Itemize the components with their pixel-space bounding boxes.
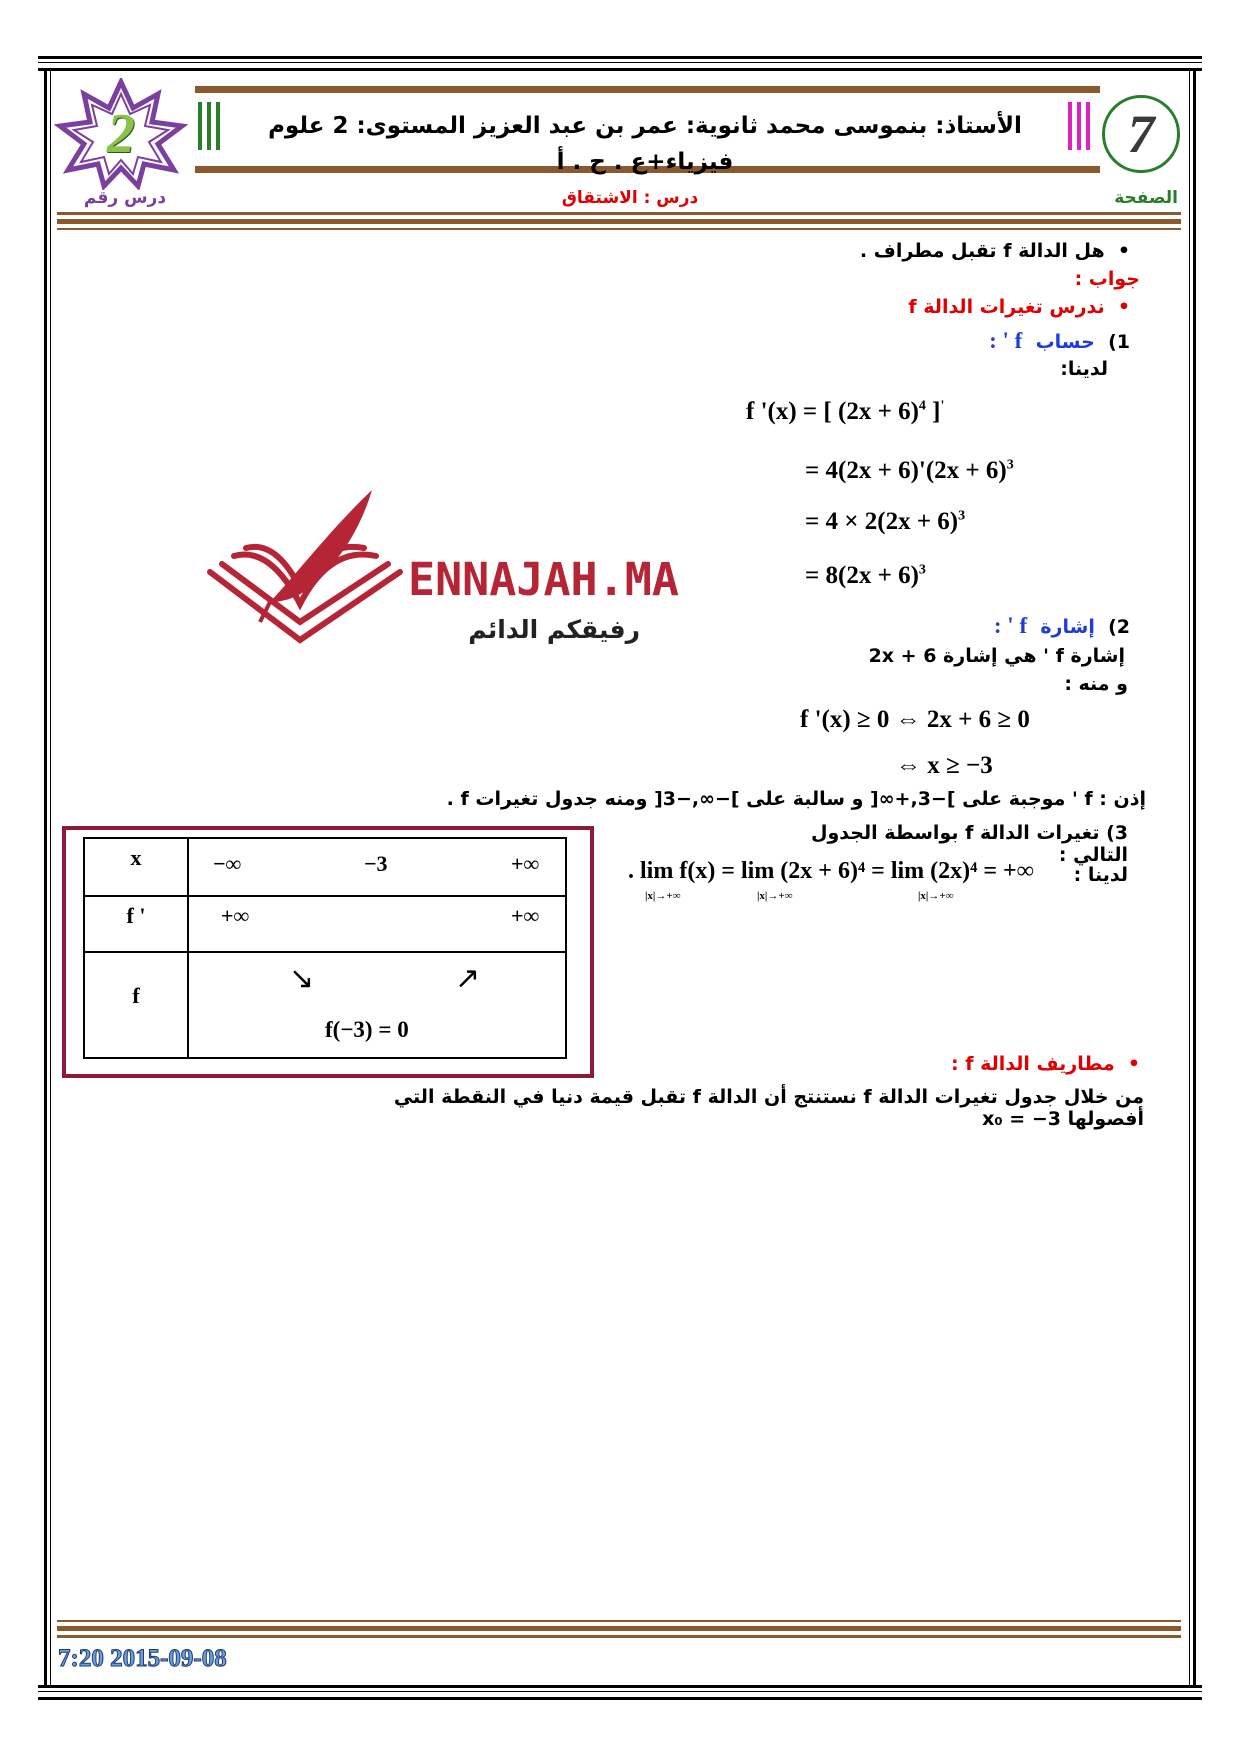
row-header-fprime: f ' (84, 896, 188, 952)
extrema-title-text: مطاريف الدالة f : (950, 1053, 1115, 1075)
equation-4 (805, 562, 926, 590)
header-top-band (195, 86, 1100, 93)
eq4-text: = 8(2x + 6) (805, 562, 919, 589)
step1-heading (840, 328, 1130, 354)
bottom-rule-1 (38, 1685, 1202, 1688)
x-value: +∞ (511, 851, 540, 876)
table-row (84, 952, 566, 1058)
frame-right (1193, 68, 1196, 1688)
page-number-badge (1102, 95, 1180, 173)
bullet: • (1104, 240, 1130, 262)
conclusion: إذن : f ' موجبة على ]−3,+∞[ و سالبة على ]−∞,−3[ ومنه جدول تغيرات f . (446, 788, 1146, 810)
decor-bar (207, 102, 211, 150)
decor-bar (1077, 102, 1081, 150)
bottom-rule-2 (38, 1691, 1202, 1692)
sign-same: إشارة f ' هي إشارة 2x + 6 (868, 645, 1125, 667)
equation-6: ⇔ x ≥ −3 (896, 752, 993, 779)
subheader-rule-2 (57, 219, 1181, 224)
eq1-end: ] (925, 398, 941, 425)
equation-1 (746, 398, 944, 426)
extrema-text: من خلال جدول تغيرات الدالة f نستنتج أن الدالة f تقبل قيمة دنيا في النقطة التي أفصولها x₀ = −3 (393, 1086, 1144, 1130)
limit-subscript: |x|→+∞ (645, 890, 681, 902)
eq1-lhs: f '(x) = [ (2x + 6) (746, 398, 919, 425)
fprime-values-cell (188, 896, 566, 952)
x-value: −∞ (213, 851, 242, 876)
eq2-text: = 4(2x + 6)'(2x + 6) (805, 457, 1007, 484)
step1-fprime: f ' : (989, 328, 1023, 353)
page-number: 7 (1127, 104, 1155, 164)
table-row (84, 838, 566, 896)
decor-bar (1086, 102, 1090, 150)
step3-label: تغيرات الدالة f بواسطة الجدول التالي : (810, 822, 1128, 866)
x-values-cell (188, 838, 566, 896)
footer-rule-2 (57, 1626, 1181, 1631)
we-have: لدينا: (1060, 358, 1108, 380)
footer-rule-1 (57, 1620, 1181, 1622)
lesson-number: 2 (107, 103, 135, 165)
fprime-value: +∞ (511, 903, 540, 928)
limits-equation: . lim f(x) = lim (2x + 6)⁴ = lim (2x)⁴ = +∞ (628, 858, 1034, 884)
limits-label: لدينا : (1073, 864, 1128, 886)
frame-left (44, 68, 47, 1688)
subheader-rule-1 (57, 212, 1181, 215)
step2-fprime: f ' : (993, 613, 1028, 638)
step-number: 3) (1106, 822, 1128, 844)
bottom-rule-3 (38, 1697, 1202, 1700)
row-header-x: x (84, 838, 188, 896)
step-number: 1) (1108, 331, 1130, 353)
top-rule-1 (38, 56, 1202, 59)
footer-timestamp: 7:20 2015-09-08 (58, 1645, 227, 1672)
footer-rule-3 (57, 1635, 1181, 1638)
book-feather-logo-icon (200, 490, 410, 670)
fprime-value: +∞ (221, 903, 250, 928)
lesson-title: درس : الاشتقاق (561, 188, 699, 208)
limit-subscript: |x|→+∞ (757, 890, 793, 902)
question-text: هل الدالة f تقبل مطراف . (859, 240, 1105, 262)
arrow-down-icon: ↘ (289, 962, 315, 995)
equation-2 (805, 457, 1014, 485)
header-title: الأستاذ: بنموسى محمد ثانوية: عمر بن عبد العزيز المستوى: 2 علوم فيزياء+ع . ح . أ (268, 113, 1022, 175)
equation-3 (805, 508, 965, 536)
hence: و منه : (1064, 673, 1128, 695)
step2-label: إشارة (1040, 616, 1095, 638)
f-minimum: f(−3) = 0 (325, 1017, 409, 1042)
f-values-cell (188, 952, 566, 1058)
eq3-text: = 4 × 2(2x + 6) (805, 508, 959, 535)
top-rule-2 (38, 62, 1202, 63)
equation-5: f '(x) ≥ 0 ⇔ 2x + 6 ≥ 0 (800, 706, 1030, 733)
table-row (84, 896, 566, 952)
extrema-title (870, 1053, 1140, 1075)
question-extrema (700, 240, 1130, 262)
frame-left-2 (50, 68, 51, 1688)
eq2-exponent: 3 (1006, 457, 1014, 473)
watermark-tagline: رفيقكم الدائم (468, 615, 640, 644)
watermark-brand: ENNAJAH.MA (408, 553, 679, 606)
decor-bar (216, 102, 220, 150)
answer-label: جواب : (1074, 268, 1140, 290)
limit-subscript: |x|→+∞ (918, 890, 954, 902)
page-label: الصفحة (1114, 188, 1178, 208)
subheader-rule-3 (57, 228, 1181, 230)
eq1-prime: ' (940, 398, 945, 414)
bullet: • (1114, 1053, 1140, 1075)
step1-label: حساب (1035, 331, 1095, 353)
eq4-exponent: 3 (918, 562, 926, 578)
study-variations (700, 296, 1130, 318)
step2-heading (960, 613, 1130, 639)
decor-bar (198, 102, 202, 150)
frame-right-2 (1189, 68, 1190, 1688)
arrow-up-icon: ↗ (455, 962, 481, 995)
x-value: −3 (364, 851, 388, 876)
bullet: • (1104, 296, 1130, 318)
eq1-exponent: 4 (918, 398, 926, 414)
top-rule-3 (38, 68, 1202, 71)
variation-table (83, 837, 567, 1059)
row-header-f: f (84, 952, 188, 1058)
study-variations-text: ندرس تغيرات الدالة f (908, 296, 1105, 318)
step-number: 2) (1108, 616, 1130, 638)
lesson-number-label: درس رقم (83, 188, 167, 208)
eq3-exponent: 3 (958, 508, 966, 524)
decor-bar (1068, 102, 1072, 150)
